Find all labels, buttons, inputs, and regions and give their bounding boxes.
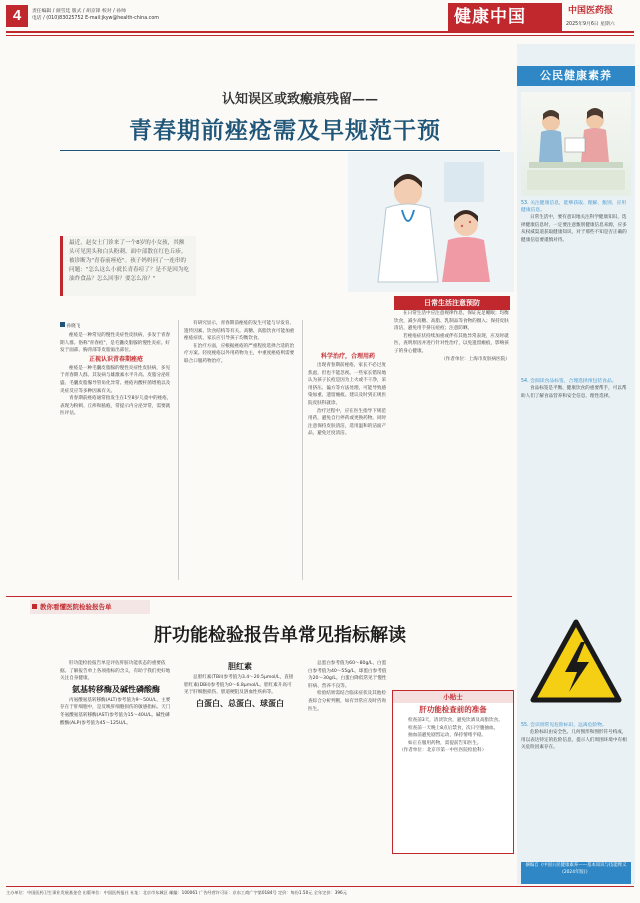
issue-date: 2025年9月6日 星期六 <box>566 22 615 27</box>
article1-col2-para2: 在治疗方面，应根据痤疮的严重程度选择合适的治疗方案。轻度痤疮以外用药物为主，中重度痤疮则需要联合口服药物治疗。 <box>184 343 295 364</box>
tips-box <box>392 690 514 854</box>
byline-icon <box>60 322 65 327</box>
item-53-body: 日常生活中，要有意识地关注科学健康知识、选择健康信息时，一定要注意甄别健康信息来源，应多从权威渠道获取健康知识，对于那些不知是否正确的健康信息要谨慎对待。 <box>521 215 627 243</box>
doctor-illustration <box>348 152 514 292</box>
page-footer: 主办单位：中国医药卫生事业发展基金会 出版单位：中国医药报社 社址：北京市东城区 邮编：100061 广告经营许可证：京东工商广字第0184号 定价：每份1.50元 全年定价：396元 <box>6 886 634 896</box>
article1-col4-para: 在日常生活中应注意规律作息，保证充足睡眠；均衡饮食，减少高糖、高脂、乳制品等食物的摄入；保持皮肤清洁，避免用手挤压痘痘；注意防晒。 <box>394 311 509 332</box>
sidebar-item-55 <box>521 722 629 752</box>
headline-rule <box>60 150 500 151</box>
article2-headline: 肝功能检验报告单常见指标解读 <box>154 625 406 646</box>
contact-line: 电话 / (010)83025752 E-mail:jkyw@health-china.com <box>32 16 159 21</box>
sidebar-item-54 <box>521 378 629 400</box>
article1-col3 <box>308 352 388 438</box>
item-54-heading: 54. 会阅读食品标签，合理选择预包装食品。 <box>521 379 617 384</box>
tag-square-icon <box>32 604 37 609</box>
byline: 孙晓飞 <box>66 324 81 329</box>
item-54-body: 食品标签是平衡、健康饮食的重要帮手，可以帮助人们了解食品营养和安全信息，理性选择。 <box>521 386 627 399</box>
sidebar-footnote-text: 摘编自《中国公民健康素养——基本知识与技能释义(2024年版)》 <box>525 863 627 875</box>
article1-para1: 痤疮是一种常见的慢性炎症性皮肤病，多发于青春期人群。俗称"青春痘"，是毛囊皮脂腺的慢性炎症。好发于面部、胸背部等皮脂溢出部位。 <box>60 333 171 354</box>
article1-author-note: （作者单位：上海市皮肤病医院） <box>441 356 510 362</box>
article2-para4: 检验结果需结合临床症状及其他检查综合分析判断，如有异常应及时咨询医生。 <box>308 691 387 712</box>
sidebar-warning-image <box>525 612 627 714</box>
editor-line: 责任编辑 / 颜雪廷 版式 / 胡京锋 校对 / 孙帅 <box>32 9 126 14</box>
article2-tag <box>30 600 150 614</box>
header-rule <box>6 31 634 33</box>
item-55-heading: 55. 会识别常见危险标识，远离危险物。 <box>521 723 607 728</box>
article1-quote-box <box>60 236 196 296</box>
article1-col1 <box>60 332 172 418</box>
article2-subhead2: 胆红素 <box>228 662 252 671</box>
people-reading-illustration <box>521 92 631 196</box>
article2-col3 <box>308 660 388 713</box>
article2-para2: 总胆红素(TBil)参考值为3.4～20.5μmol/L，直接胆红素(DBil)参考值为0～6.8μmol/L。胆红素升高可见于肝细胞损伤、胆道梗阻及溶血性疾病等。 <box>184 675 294 696</box>
article1-kicker: 认知误区或致瘢痕残留—— <box>221 92 378 107</box>
tips-list <box>393 717 513 747</box>
article1-col2-para: 有研究显示，青春期前痤疮的发生可能与早发育、遗传因素、饮食结构等有关。高糖、高脂饮食可能加重痤疮症状，家长应引导孩子均衡饮食。 <box>184 321 295 342</box>
article1-para3: 青春期前痤疮通常指发生在1至8岁儿童中的痤疮，表现为粉刺、丘疹和脓疱，常提示内分泌异常，需要就医评估。 <box>60 396 172 417</box>
doctor-and-patient-illustration <box>348 152 514 292</box>
tips-item: 抽血前避免剧烈运动，保持情绪平稳。 <box>408 733 487 739</box>
article1-para2: 痤疮是一种毛囊皮脂腺的慢性炎症性皮肤病，多见于青春期人群。其发病与雄激素水平升高、皮脂分泌旺盛、毛囊皮脂腺导管角化异常、痤疮丙酸杆菌增殖以及炎症反应等多种因素有关。 <box>60 365 171 394</box>
article2-para1: 丙氨酸氨基转移酶(ALT)参考值为9～50U/L，主要存在于肝细胞中，是反映肝细胞损伤的敏感指标。天门冬氨酸氨基转移酶(AST)参考值为15～40U/L。碱性磷酸酶(ALP)参考值为45～125U/L。 <box>60 697 171 726</box>
header-rule-thin <box>6 35 634 36</box>
item-55-body: 危险标识由安全色、几何图形和图形符号构成，用以表达特定的危险信息，提示人们周围环境中有相关危险因素存在。 <box>521 730 627 751</box>
tips-tag: 小贴士 <box>393 691 513 703</box>
sidebar-title <box>517 66 635 86</box>
sidebar-illustration <box>521 92 631 196</box>
tips-item: 检查前一天晚上8点后禁食，次日空腹抽血。 <box>408 725 499 731</box>
article1-col3-para: 出现青春期前痤疮，家长不必过度焦虑，但也不能忽视。一些家长错误地认为孩子长痘是因为上火或不干净，采用挤压、偏方等方法处理，可能导致感染加重、遗留瘢痕。建议及时到正规医院皮肤科就诊。 <box>308 363 387 406</box>
sidebar-title-text: 公民健康素养 <box>540 69 612 82</box>
article-separator <box>6 596 512 597</box>
sidebar-footnote <box>521 862 631 884</box>
article2-para3: 总蛋白参考值为60～80g/L，白蛋白参考值为40～55g/L，球蛋白参考值为20～30g/L。白蛋白降低常见于慢性肝病、营养不良等。 <box>308 661 387 689</box>
article1-subhead1: 正视认识青春期痤疮 <box>88 355 143 363</box>
article1-subhead3: 日常生活注意预防 <box>394 296 510 310</box>
tips-item: 如正在服用药物，需提前告知医生。 <box>408 740 482 746</box>
section-banner <box>448 3 638 31</box>
article1-col4-para2: 若痤疮症状持续加重或伴有其他异常表现，应及时就医，查明原因并进行针对性治疗，以免遗留瘢痕，影响孩子的身心健康。 <box>394 333 509 354</box>
section-title: 健康中国 <box>454 7 526 27</box>
article2-subhead3: 白蛋白、总蛋白、球蛋白 <box>196 698 284 708</box>
sidebar-item-53 <box>521 200 629 244</box>
page-number: 4 <box>6 5 28 27</box>
quote-text: 最近，赵女士门诊来了一个8岁的小女孩，其额头可见黑头和白头粉刺、面中部散在红色丘疹。被诊断为"青春前痤疮"。孩子妈妈问了一连串的问题："怎么这么小就长青春痘了？是不是因为吃油炸食品？怎么回事？要怎么治？" <box>69 240 190 282</box>
tag-text: 教你看懂医院检验报告单 <box>40 603 112 611</box>
tips-title: 肝功能检查前的准备 <box>419 705 487 714</box>
article2-col2 <box>184 660 296 711</box>
article2-subhead1: 氨基转移酶及碱性磷酸酶 <box>72 684 160 694</box>
editor-meta <box>32 8 159 22</box>
article2-intro: 肝功能检验报告单是评估肝脏功能状态的重要依据。了解报告单上各项指标的含义，有助于我们更好地关注自身健康。 <box>60 661 171 682</box>
item-53-heading: 53. 关注健康信息，能够获取、理解、甄别、应用健康信息。 <box>521 201 627 213</box>
article1-col4 <box>394 296 510 363</box>
article1-col2 <box>184 320 296 366</box>
article1-headline: 青春期前痤疮需及早规范干预 <box>129 118 441 144</box>
article2-author-note: （作者单位：北京市第一中医医院检验科） <box>399 748 487 754</box>
article1-subhead2: 科学治疗，合理用药 <box>320 353 375 360</box>
high-voltage-warning-icon <box>525 612 627 714</box>
column-divider <box>178 320 179 580</box>
article2-col1 <box>60 660 172 727</box>
column-divider <box>302 320 303 580</box>
newspaper-logo: 中国医药报 <box>568 6 614 16</box>
tips-item: 检查前3天，清淡饮食，避免饮酒及高脂饮食。 <box>408 718 503 723</box>
article1-col3-para2: 治疗过程中，应在医生指导下规范用药，避免自行停药或更换药物。同时注意保持皮肤清洁，选用温和的洁面产品，避免过度清洁。 <box>308 408 387 437</box>
